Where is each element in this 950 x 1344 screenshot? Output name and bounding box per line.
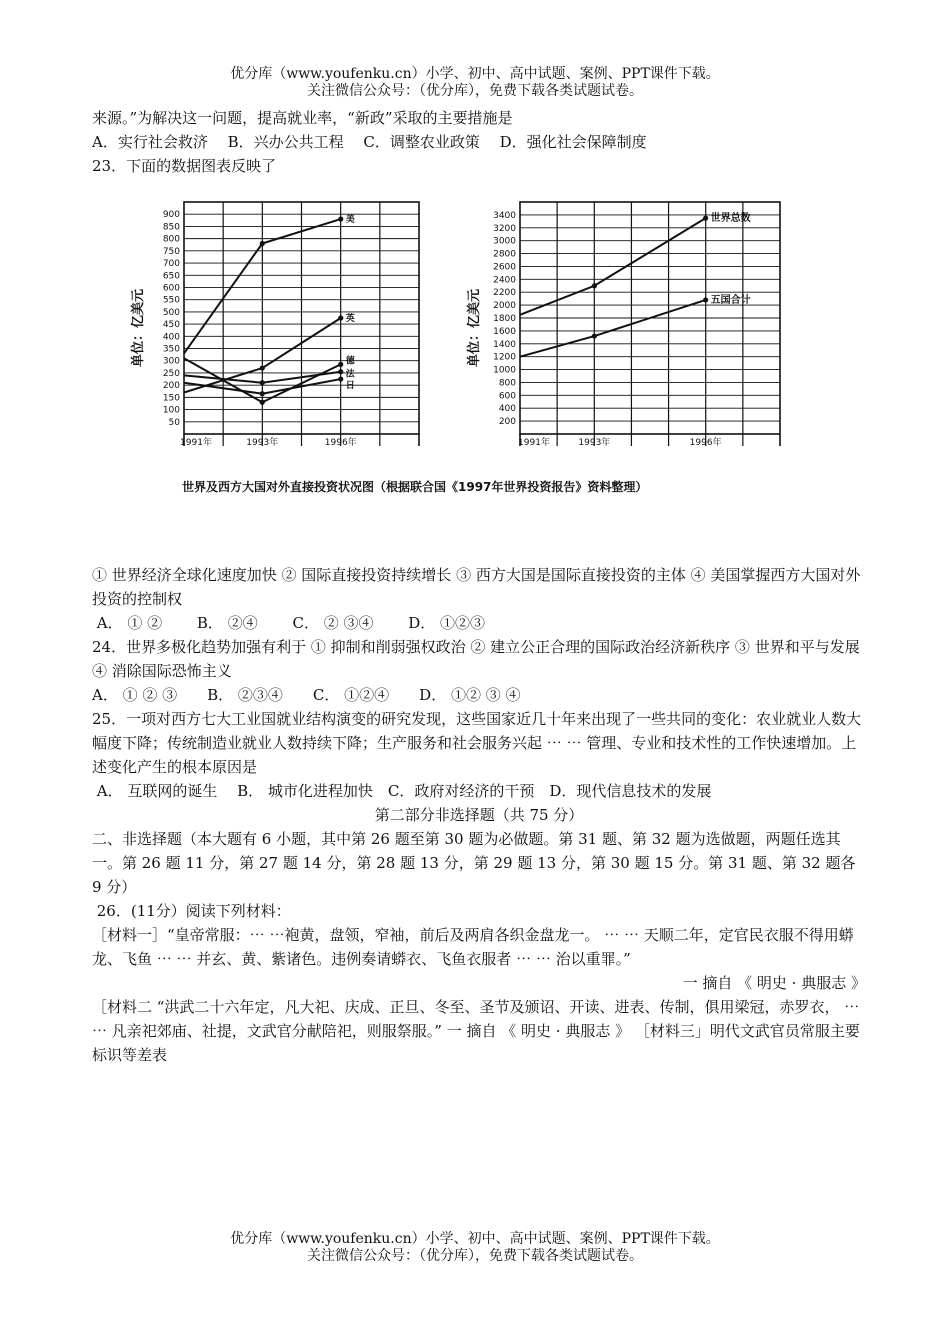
y-tick-label: 2600 [493, 262, 516, 273]
y-tick-label: 250 [162, 368, 180, 379]
y-tick-label: 3200 [493, 223, 516, 234]
y-tick-label: 1800 [493, 314, 516, 324]
y-tick-label: 1600 [493, 326, 516, 337]
data-point [703, 216, 708, 221]
series-label: 世界总数 [710, 213, 751, 225]
x-tick-label: 1991年 [518, 438, 550, 448]
footer-line-1: 优分库（www.youfenku.cn）小学、初中、高中试题、案例、PPT课件下载。 [230, 1231, 720, 1247]
series-label: 五国合计 [710, 294, 751, 306]
q26-stem: 26．(11分）阅读下列材料： [92, 902, 291, 920]
y-tick-label: 500 [162, 307, 180, 318]
q23-statements: ① 世界经济全球化速度加快 ② 国际直接投资持续增长 ③ 西方大国是国际直接投资的主体 ④ 美国掌握西方大国对外投资的控制权 [92, 566, 861, 608]
data-point [260, 380, 265, 385]
y-tick-label: 750 [162, 246, 180, 257]
y-tick-label: 700 [162, 259, 180, 270]
y-tick-label: 3400 [493, 210, 516, 221]
y-tick-label: 50 [168, 417, 180, 428]
part2-title: 第二部分非选择题（共 75 分） [374, 806, 584, 824]
y-axis-label: 单位：亿美元 [467, 288, 482, 368]
q26-source-1: 一 摘自 《 明史 · 典服志 》 [682, 974, 866, 992]
q23-stem: 23．下面的数据图表反映了 [92, 157, 277, 175]
chart-caption: 世界及西方大国对外直接投资状况图（根据联合国《1997年世界投资报告》资料整理） [182, 480, 648, 494]
y-tick-label: 2200 [493, 288, 516, 299]
page-header [0, 66, 950, 100]
data-point [260, 241, 265, 246]
y-tick-label: 800 [498, 378, 516, 389]
q22-options: A．实行社会救济 B．兴办公共工程 C．调整农业政策 D．强化社会保障制度 [92, 133, 647, 151]
q25-options: A． 互联网的诞生 B． 城市化进程加快 C．政府对经济的干预 D．现代信息技术的发展 [92, 782, 712, 800]
y-tick-label: 400 [498, 404, 516, 415]
q22-stem-tail: 来源。”为解决这一问题，提高就业率，“新政”采取的主要措施是 [92, 109, 513, 127]
q25-stem: 25．一项对西方七大工业国就业结构演变的研究发现，这些国家近几十年来出现了一些共同的变化：农业就业人数大幅度下降；传统制造业就业人数持续下降；生产服务和社会服务兴起 ⋯ ⋯ 管理、专业和技术性的工作快速增加。上述变化产生的根本原因是 [92, 710, 862, 776]
y-tick-label: 2000 [493, 301, 516, 312]
page-footer [0, 1231, 950, 1265]
y-tick-label: 800 [162, 234, 180, 245]
y-tick-label: 600 [162, 283, 180, 294]
x-tick-label: 1993年 [578, 438, 611, 448]
y-tick-label: 600 [498, 391, 516, 402]
y-tick-label: 1000 [493, 365, 516, 376]
y-tick-label: 650 [162, 271, 180, 282]
y-tick-label: 850 [162, 222, 180, 233]
header-line-2: 关注微信公众号：（优分库），免费下载各类试题试卷。 [307, 83, 643, 99]
data-point [592, 333, 597, 338]
series-label: 德 [345, 356, 355, 367]
data-point [592, 283, 597, 288]
y-tick-label: 1400 [493, 339, 516, 350]
x-tick-label: 1996年 [689, 438, 722, 448]
series-label: 日 [345, 381, 355, 392]
data-point [338, 376, 343, 381]
investment-charts [92, 178, 866, 563]
y-tick-label: 2400 [493, 275, 516, 286]
x-tick-label: 1996年 [324, 438, 357, 448]
series-label: 美 [345, 215, 355, 226]
data-point [260, 400, 265, 405]
series-line [520, 300, 706, 357]
y-tick-label: 300 [162, 356, 180, 367]
y-tick-label: 150 [162, 393, 180, 404]
data-point [338, 315, 343, 320]
chart-western-powers [122, 192, 462, 482]
series-label: 法 [345, 369, 355, 380]
series-label: 英 [345, 314, 355, 324]
data-point [703, 297, 708, 302]
q23-options: A． ① ② B． ②④ C． ② ③④ D． ①②③ [92, 614, 486, 632]
q24-options: A． ① ② ③ B． ②③④ C． ①②④ D． ①② ③ ④ [92, 686, 521, 704]
data-point [338, 216, 343, 221]
y-tick-label: 200 [498, 417, 516, 428]
data-point [338, 369, 343, 374]
y-tick-label: 200 [162, 381, 180, 392]
y-tick-label: 350 [162, 344, 180, 355]
y-tick-label: 900 [162, 210, 180, 221]
y-tick-label: 450 [162, 320, 180, 331]
y-tick-label: 1200 [493, 352, 516, 363]
chart-world-total [454, 192, 794, 482]
y-tick-label: 400 [162, 332, 180, 343]
data-point [338, 362, 343, 367]
y-tick-label: 550 [162, 295, 180, 306]
data-point [260, 391, 265, 396]
data-point [260, 365, 265, 370]
q26-material-2: ［材料二 “洪武二十六年定，凡大祀、庆成、正旦、冬至、圣节及颁诏、开读、进表、传制，俱用梁冠，赤罗衣， ⋯ ⋯ 凡亲祀郊庙、社提，文武官分献陪祀，则服祭服。” 一 摘自 《 明史 · 典服志 》 ［材料三」明代文武官员常服主要标识等差表 [92, 998, 860, 1064]
x-tick-label: 1991年 [180, 438, 212, 448]
footer-line-2: 关注微信公众号：（优分库），免费下载各类试题试卷。 [307, 1248, 643, 1264]
y-tick-label: 100 [162, 405, 180, 416]
q26-material-1: ［材料一］“皇帝常服：⋯ ⋯袍黄，盘领，窄袖，前后及两肩各织金盘龙一。 ⋯ ⋯ 天顺二年，定官民衣服不得用蟒龙、飞鱼 ⋯ ⋯ 并玄、黄、紫诸色。违例奏请蟒衣、飞鱼衣服者 ⋯ ⋯ 治以重罪。” [92, 926, 854, 968]
exam-content [92, 106, 866, 1067]
y-tick-label: 3000 [493, 236, 516, 247]
header-line-1: 优分库（www.youfenku.cn）小学、初中、高中试题、案例、PPT课件下载。 [230, 66, 720, 82]
y-tick-label: 2800 [493, 249, 516, 260]
y-axis-label: 单位：亿美元 [131, 288, 146, 368]
q24-stem: 24．世界多极化趋势加强有利于 ① 抑制和削弱强权政治 ② 建立公正合理的国际政治经济新秩序 ③ 世界和平与发展 ④ 消除国际恐怖主义 [92, 638, 860, 680]
x-tick-label: 1993年 [246, 438, 279, 448]
part2-intro: 二、非选择题（本大题有 6 小题，其中第 26 题至第 30 题为必做题。第 31 题、第 32 题为选做题，两题任选其一。第 26 题 11 分，第 27 题 14 分，第 28 题 13 分，第 29 题 13 分，第 30 题 15 分。第 31 题、第 32 题各 9 分） [92, 830, 856, 896]
